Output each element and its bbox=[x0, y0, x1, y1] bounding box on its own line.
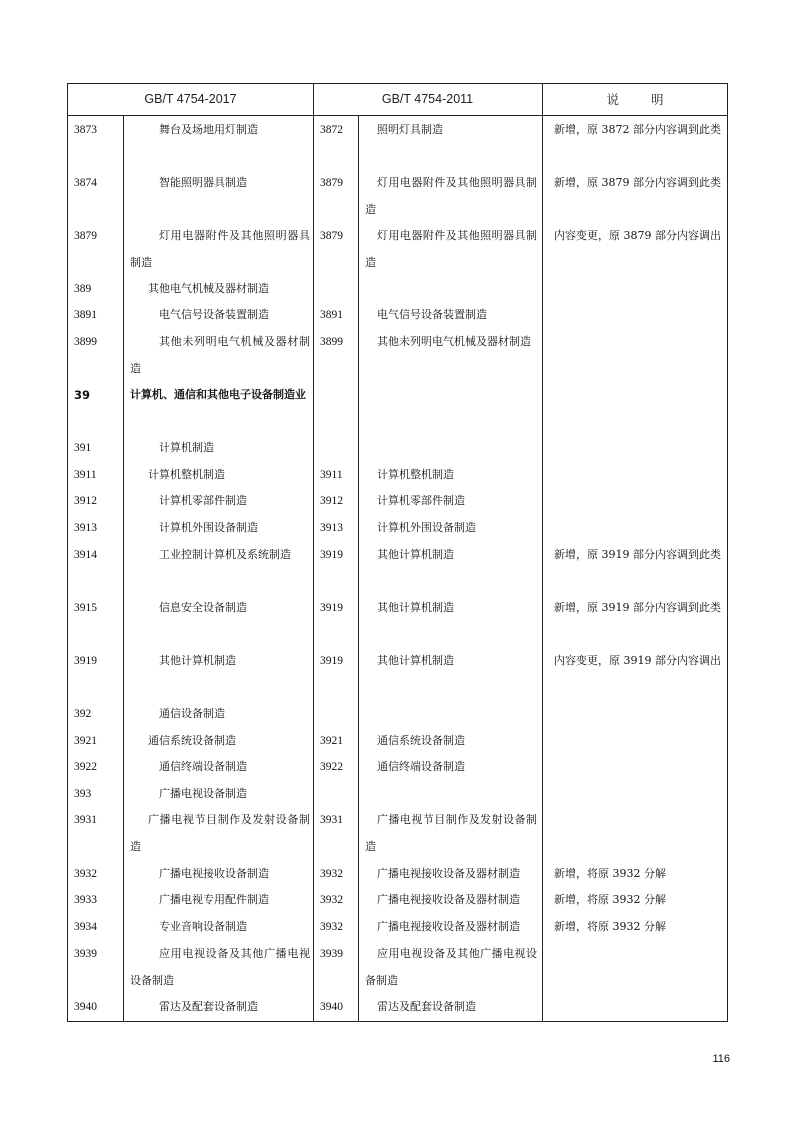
name-2011: 灯用电器附件及其他照明器具制造 bbox=[365, 176, 537, 216]
note-text: 新增，原 3919 部分内容调到此类 bbox=[554, 548, 721, 561]
code-2011: 3919 bbox=[320, 602, 343, 614]
column-divider bbox=[313, 84, 314, 1021]
code-2017: 391 bbox=[74, 442, 92, 454]
name-2011: 计算机零部件制造 bbox=[377, 494, 465, 507]
name-2017: 广播电视专用配件制造 bbox=[159, 893, 269, 906]
code-2011: 3939 bbox=[320, 948, 343, 960]
code-2017: 3933 bbox=[74, 894, 97, 906]
name-2011: 电气信号设备装置制造 bbox=[377, 308, 487, 321]
code-2017: 3919 bbox=[74, 655, 97, 667]
code-2017: 3874 bbox=[74, 177, 97, 189]
code-2011: 3931 bbox=[320, 814, 343, 826]
name-2017: 通信设备制造 bbox=[159, 707, 225, 720]
note-text: 内容变更，原 3879 部分内容调出 bbox=[554, 229, 721, 242]
name-2011: 其他未列明电气机械及器材制造 bbox=[377, 335, 531, 348]
name-2011: 广播电视接收设备及器材制造 bbox=[377, 867, 520, 880]
code-2017: 3921 bbox=[74, 735, 97, 747]
code-2011: 3922 bbox=[320, 761, 343, 773]
code-2011: 3932 bbox=[320, 894, 343, 906]
name-2011: 通信终端设备制造 bbox=[377, 760, 465, 773]
note-text: 新增，将原 3932 分解 bbox=[554, 893, 666, 906]
code-2017: 392 bbox=[74, 708, 92, 720]
name-2017: 广播电视设备制造 bbox=[159, 787, 247, 800]
name-2017: 工业控制计算机及系统制造 bbox=[159, 548, 291, 561]
code-2017: 3922 bbox=[74, 761, 97, 773]
code-2011: 3912 bbox=[320, 495, 343, 507]
note-text: 新增，原 3919 部分内容调到此类 bbox=[554, 601, 721, 614]
code-2017: 3931 bbox=[74, 814, 97, 826]
name-2011: 其他计算机制造 bbox=[377, 548, 454, 561]
note-text: 新增，将原 3932 分解 bbox=[554, 867, 666, 880]
code-2011: 3891 bbox=[320, 309, 343, 321]
name-2011: 广播电视接收设备及器材制造 bbox=[377, 893, 520, 906]
name-2017: 计算机制造 bbox=[159, 441, 214, 454]
header-gbt-2017: GB/T 4754-2017 bbox=[144, 92, 237, 106]
code-2011: 3879 bbox=[320, 177, 343, 189]
name-2017: 其他电气机械及器材制造 bbox=[148, 282, 269, 295]
code-2017: 3899 bbox=[74, 336, 97, 348]
name-2011: 雷达及配套设备制造 bbox=[377, 1000, 476, 1013]
name-2017: 通信系统设备制造 bbox=[148, 734, 236, 747]
column-divider bbox=[358, 115, 359, 1021]
name-2017: 灯用电器附件及其他照明器具制造 bbox=[130, 229, 310, 269]
name-2017: 雷达及配套设备制造 bbox=[159, 1000, 258, 1013]
code-2017: 3914 bbox=[74, 549, 97, 561]
name-2017: 其他未列明电气机械及器材制造 bbox=[130, 335, 310, 375]
code-2011: 3919 bbox=[320, 655, 343, 667]
name-2011: 计算机外围设备制造 bbox=[377, 521, 476, 534]
column-divider bbox=[542, 84, 543, 1021]
code-2017: 3940 bbox=[74, 1001, 97, 1013]
name-2011: 计算机整机制造 bbox=[377, 468, 454, 481]
code-2011: 3921 bbox=[320, 735, 343, 747]
name-2011: 广播电视接收设备及器材制造 bbox=[377, 920, 520, 933]
header-divider bbox=[68, 115, 727, 116]
code-2011: 3919 bbox=[320, 549, 343, 561]
name-2017: 信息安全设备制造 bbox=[159, 601, 247, 614]
note-text: 新增，原 3879 部分内容调到此类 bbox=[554, 176, 721, 189]
code-2011: 3879 bbox=[320, 230, 343, 242]
code-2017: 3939 bbox=[74, 948, 97, 960]
code-2011: 3932 bbox=[320, 921, 343, 933]
name-2017: 其他计算机制造 bbox=[159, 654, 236, 667]
note-text: 内容变更，原 3919 部分内容调出 bbox=[554, 654, 721, 667]
column-divider bbox=[123, 115, 124, 1021]
name-2017: 计算机、通信和其他电子设备制造业 bbox=[130, 388, 306, 401]
code-2011: 3872 bbox=[320, 124, 343, 136]
page-number: 116 bbox=[712, 1053, 730, 1065]
code-2017: 3911 bbox=[74, 469, 97, 481]
code-2017: 39 bbox=[74, 388, 91, 402]
note-text: 新增，原 3872 部分内容调到此类 bbox=[554, 123, 721, 136]
name-2011: 通信系统设备制造 bbox=[377, 734, 465, 747]
name-2017: 计算机整机制造 bbox=[148, 468, 225, 481]
code-2017: 3879 bbox=[74, 230, 97, 242]
code-2017: 3932 bbox=[74, 868, 97, 880]
code-2017: 3934 bbox=[74, 921, 97, 933]
code-2017: 3912 bbox=[74, 495, 97, 507]
name-2017: 计算机零部件制造 bbox=[159, 494, 247, 507]
name-2011: 照明灯具制造 bbox=[377, 123, 443, 136]
code-2011: 3940 bbox=[320, 1001, 343, 1013]
name-2017: 舞台及场地用灯制造 bbox=[159, 123, 258, 136]
header-note: 说 明 bbox=[606, 92, 678, 107]
name-2017: 应用电视设备及其他广播电视设备制造 bbox=[130, 947, 310, 987]
name-2011: 灯用电器附件及其他照明器具制造 bbox=[365, 229, 537, 269]
name-2017: 智能照明器具制造 bbox=[159, 176, 247, 189]
name-2017: 计算机外围设备制造 bbox=[159, 521, 258, 534]
code-2017: 389 bbox=[74, 283, 92, 295]
code-2017: 3891 bbox=[74, 309, 97, 321]
header-gbt-2011: GB/T 4754-2011 bbox=[381, 92, 474, 106]
code-2017: 3913 bbox=[74, 522, 97, 534]
name-2017: 电气信号设备装置制造 bbox=[159, 308, 269, 321]
code-2017: 393 bbox=[74, 788, 92, 800]
code-2017: 3915 bbox=[74, 602, 97, 614]
name-2017: 广播电视接收设备制造 bbox=[159, 867, 269, 880]
name-2011: 其他计算机制造 bbox=[377, 654, 454, 667]
code-2011: 3899 bbox=[320, 336, 343, 348]
name-2017: 广播电视节目制作及发射设备制造 bbox=[130, 813, 310, 853]
code-2011: 3911 bbox=[320, 469, 343, 481]
name-2017: 通信终端设备制造 bbox=[159, 760, 247, 773]
name-2011: 应用电视设备及其他广播电视设备制造 bbox=[365, 947, 537, 987]
code-2011: 3932 bbox=[320, 868, 343, 880]
code-2011: 3913 bbox=[320, 522, 343, 534]
classification-table bbox=[67, 83, 728, 1022]
code-2017: 3873 bbox=[74, 124, 97, 136]
name-2017: 专业音响设备制造 bbox=[159, 920, 247, 933]
note-text: 新增，将原 3932 分解 bbox=[554, 920, 666, 933]
name-2011: 其他计算机制造 bbox=[377, 601, 454, 614]
name-2011: 广播电视节目制作及发射设备制造 bbox=[365, 813, 537, 853]
